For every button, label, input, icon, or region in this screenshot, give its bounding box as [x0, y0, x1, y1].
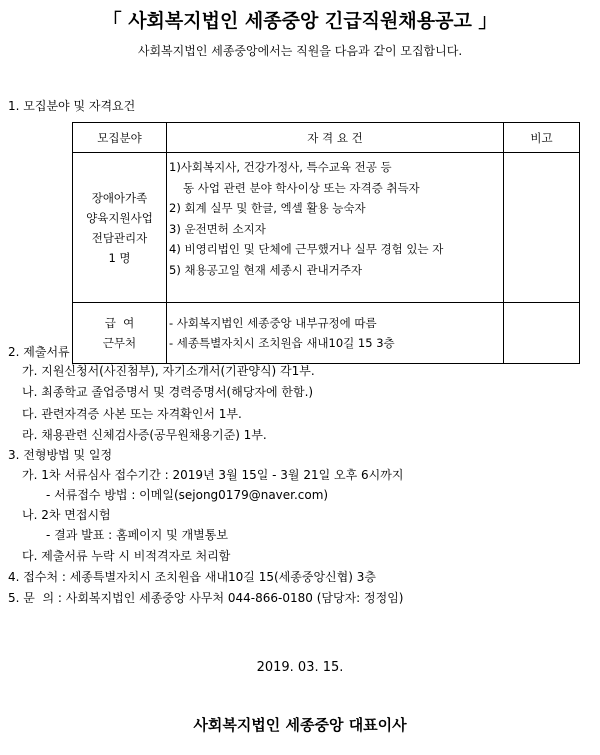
- section3-heading: 3. 전형방법 및 일정: [8, 448, 113, 462]
- table-row: [73, 153, 580, 303]
- note-cell: [504, 303, 580, 364]
- signature: 사회복지법인 세종중앙 대표이사: [193, 716, 407, 734]
- list-item: 다. 제출서류 누락 시 비적격자로 처리함: [22, 549, 231, 563]
- list-subitem: - 서류접수 방법 : 이메일(sejong0179@naver.com): [46, 488, 329, 502]
- requirement-line: - 세종특별자치시 조치원읍 새내10길 15 3층: [169, 336, 395, 350]
- list-item: 가. 1차 서류심사 접수기간 : 2019년 3월 15일 - 3월 21일 오후 6시까지: [22, 468, 404, 482]
- requirement-line: - 사회복지법인 세종중앙 내부규정에 따름: [169, 315, 377, 330]
- list-item: 라. 채용관련 신체검사증(공무원채용기준) 1부.: [22, 428, 267, 442]
- category-line: 1 명: [108, 250, 131, 265]
- list-item: 나. 최종학교 졸업증명서 및 경력증명서(해당자에 한함.): [22, 385, 314, 399]
- header-requirements: 자 격 요 건: [167, 123, 504, 153]
- category-line: 급 여: [104, 316, 135, 330]
- list-item: 다. 관련자격증 사본 또는 자격확인서 1부.: [22, 407, 242, 421]
- list-item: 가. 지원신청서(사진첨부), 자기소개서(기관양식) 각1부.: [22, 364, 315, 378]
- table-header-row: [73, 123, 580, 153]
- list-item: 나. 2차 면접시험: [22, 508, 111, 522]
- requirement-line: 1)사회복지사, 건강가정사, 특수교육 전공 등: [169, 160, 392, 174]
- category-line: 양육지원사업: [86, 210, 153, 225]
- section1-heading: 1. 모집분야 및 자격요건: [8, 99, 136, 113]
- header-note: 비고: [504, 123, 580, 153]
- section4-line: 4. 접수처 : 세종특별자치시 조치원읍 새내10길 15(세종중앙신협) 3층: [8, 570, 376, 584]
- page-subtitle: 사회복지법인 세종중앙에서는 직원을 다음과 같이 모집합니다.: [137, 44, 463, 58]
- requirements-cell: [167, 153, 504, 303]
- category-cell: [73, 303, 167, 364]
- category-cell: [73, 153, 167, 303]
- requirement-line: 동 사업 관련 분야 학사이상 또는 자격증 취득자: [183, 180, 420, 195]
- requirement-line: 3) 운전면허 소지자: [169, 221, 266, 236]
- note-cell: [504, 153, 580, 303]
- header-category: 모집분야: [73, 123, 167, 153]
- section2-heading: 2. 제출서류: [8, 345, 70, 359]
- requirement-line: 2) 회계 실무 및 한글, 엑셀 활용 능숙자: [169, 201, 366, 215]
- requirement-line: 4) 비영리법인 및 단체에 근무했거나 실무 경험 있는 자: [169, 242, 444, 256]
- notice-date: 2019. 03. 15.: [256, 660, 344, 675]
- requirements-cell: [167, 303, 504, 364]
- list-subitem: - 결과 발표 : 홈페이지 및 개별통보: [46, 528, 228, 542]
- requirements-table: [72, 122, 580, 364]
- page-title: 「 사회복지법인 세종중앙 긴급직원채용공고 」: [102, 10, 498, 32]
- section5-line: 5. 문 의 : 사회복지법인 세종중앙 사무처 044-866-0180 (담당자: 정정임): [8, 591, 404, 605]
- requirement-line: 5) 채용공고일 현재 세종시 관내거주자: [169, 262, 363, 277]
- category-line: 근무처: [102, 336, 137, 350]
- category-line: 전담관리자: [91, 230, 148, 245]
- table-row: [73, 303, 580, 364]
- category-line: 장애아가족: [91, 190, 148, 205]
